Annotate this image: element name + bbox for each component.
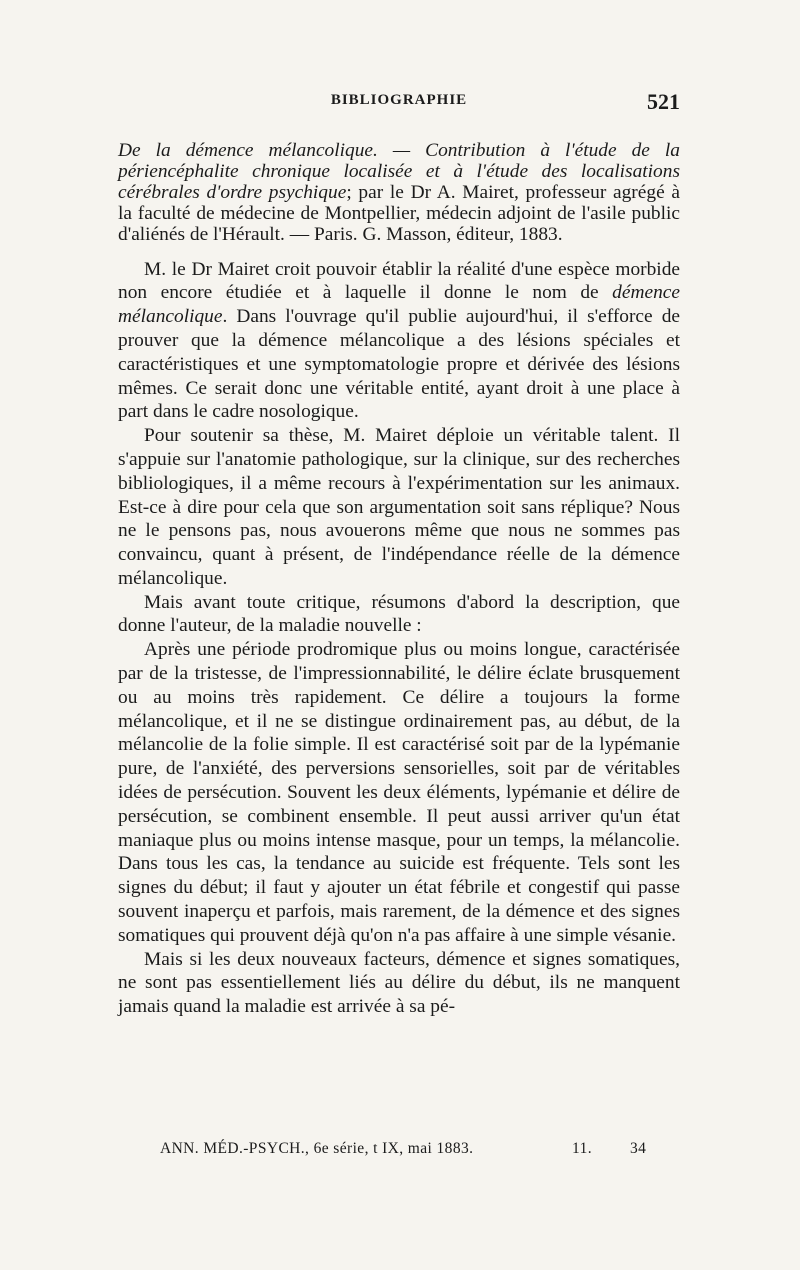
paragraph-3: Mais avant toute critique, résumons d'abord la description, que donne l'auteur, de la maladie nouvelle : [118, 591, 680, 637]
running-title: BIBLIOGRAPHIE [330, 92, 468, 108]
page-body [118, 141, 680, 1019]
book-details: ; par le Dr A. Mairet, professeur agrégé à la faculté de médecine de Montpellier, médecin adjoint de l'asile public d'aliénés de l'Hérault. — Paris. G. Masson, éditeur, 1883. [118, 181, 680, 245]
page-footer [160, 1140, 680, 1158]
footer-sheet-signature: 11. [572, 1140, 592, 1157]
book-title: De la démence mélancolique. — Contribution à l'étude de la périencéphalite chronique localisée et à l'étude des localisations cérébrales d'ordre psychique [118, 140, 680, 203]
paragraph-1-before: M. le Dr Mairet croit pouvoir établir la réalité d'une espèce morbide non encore étudiée et à laquelle il donne le nom de [118, 258, 680, 304]
page-header [118, 89, 680, 122]
paragraph-5: Mais si les deux nouveaux facteurs, démence et signes somatiques, ne sont pas essentiellement liés au délire du début, ils ne manquent jamais quand la maladie est arrivée à sa pé- [118, 948, 680, 1018]
footer-signature-line: ANN. MÉD.-PSYCH., 6e série, t IX, mai 1883. [160, 1140, 474, 1157]
page-number: 521 [647, 89, 680, 114]
paragraph-2: Pour soutenir sa thèse, M. Mairet déploie un véritable talent. Il s'appuie sur l'anatomie pathologique, sur la clinique, sur des recherches bibliologiques, il a même recours à l'expérimentation sur les animaux. Est-ce à dire pour cela que son argumentation soit sans réplique? Nous ne le pensons pas, nous avouerons même que nous ne sommes pas convaincu, quant à présent, de l'indépendance réelle de la démence mélancolique. [118, 425, 680, 589]
paragraph-1 [118, 258, 680, 425]
footer-sheet-number: 34 [630, 1140, 647, 1157]
paragraph-4: Après une période prodromique plus ou moins longue, caractérisée par de la tristesse, de l'impressionnabilité, le délire éclate brusquement ou au moins très rapidement. Ce délire a toujours la forme mélancolique, et il ne se distingue ordinairement pas, au début, de la mélancolie de la folie simple. Il est caractérisé soit par de la lypémanie pure, de l'anxiété, des perversions sensorielles, soit par de véritables idées de persécution. Souvent les deux éléments, lypémanie et délire de persécution, se combinent ensemble. Il peut aussi arriver qu'un état maniaque plus ou moins intense masque, pour un temps, la mélancolie. Dans tous les cas, la tendance au suicide est fréquente. Tels sont les signes du début; il faut y ajouter un état fébrile et congestif qui passe souvent inaperçu et parfois, mais rarement, de la démence et des signes somatiques qui prouvent déjà qu'on n'a pas affaire à une simple vésanie. [118, 639, 680, 946]
bibliographic-entry [118, 141, 680, 246]
paragraph-1-emphasis: démence mélancolique [118, 282, 680, 328]
paragraph-1-after: . Dans l'ouvrage qu'il publie aujourd'hui, il s'efforce de prouver que la démence mélancolique a des lésions spéciales et caractéristiques et une symptomatologie propre et dérivée des lésions mêmes. Ce serait donc une véritable entité, ayant droit à une place à part dans le cadre nosologique. [118, 306, 680, 423]
